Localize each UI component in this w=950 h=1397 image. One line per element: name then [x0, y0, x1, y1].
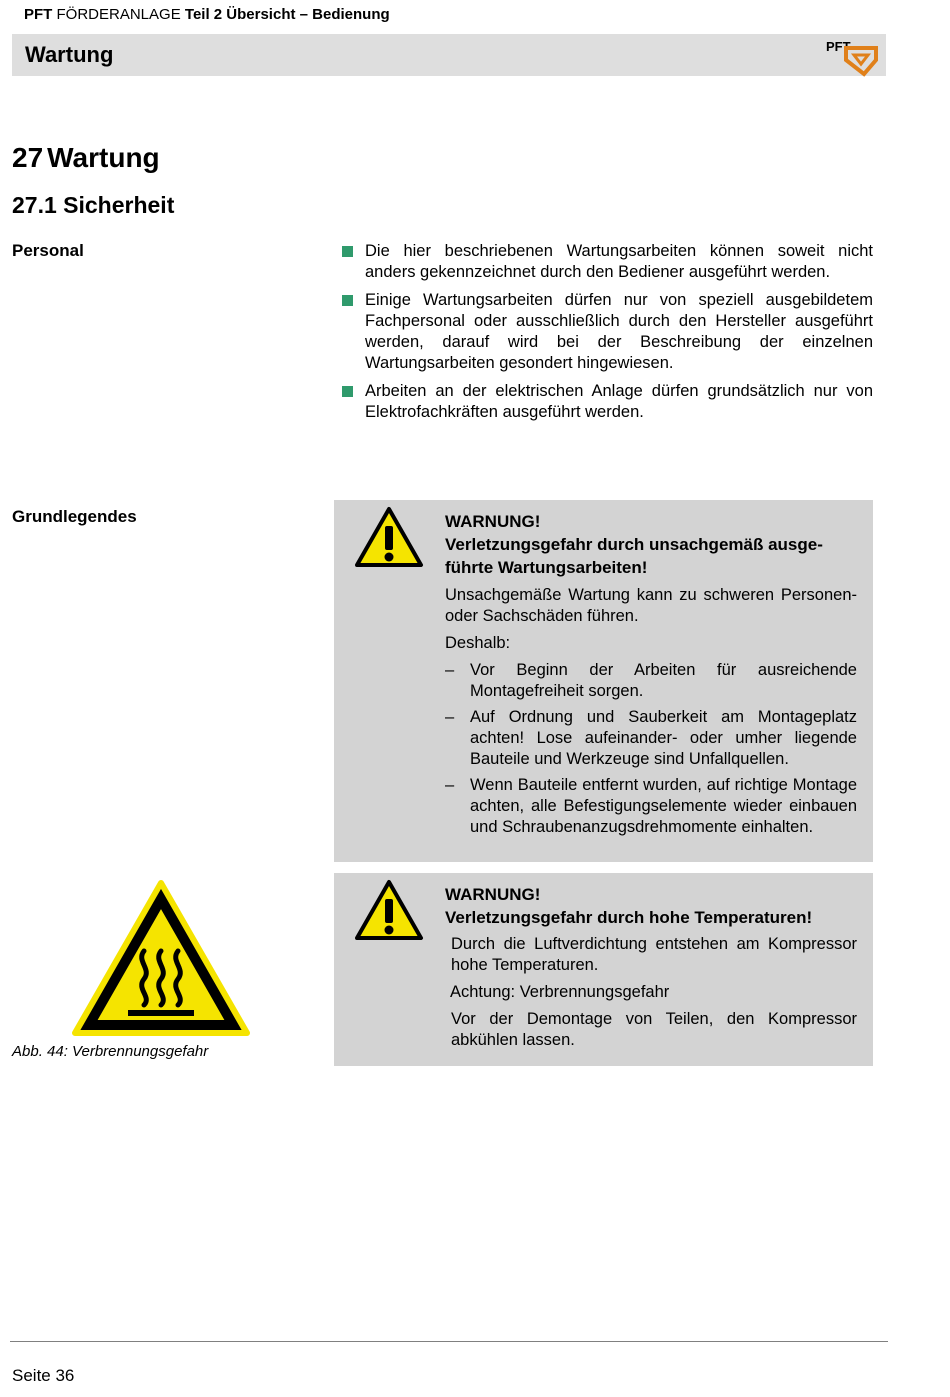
list-item: Einige Wartungsarbeiten dürfen nur von speziell ausgebildetem Fachpersonal oder ausschließlich durch den Hersteller ausgeführt werden, darauf wird bei der Beschreibung der einzelnen Wartungsarbeiten gesondert hingewiesen.	[340, 290, 873, 374]
warning-headline: Verletzungsgefahr durch hohe Temperaturen!	[445, 908, 813, 927]
personal-label: Personal	[12, 241, 84, 260]
hot-surface-sign-icon	[72, 879, 250, 1037]
pft-logo-icon	[824, 38, 880, 78]
header-product: FÖRDERANLAGE	[56, 6, 181, 23]
chapter-title: Wartung	[47, 142, 160, 173]
header-part: Teil 2 Übersicht – Bedienung	[184, 6, 390, 23]
subchapter-heading: 27.1 Sicherheit	[12, 192, 175, 218]
list-item: – Auf Ordnung und Sauberkeit am Montageplatz achten! Lose aufeinander- oder umher liegende Bauteile und Werkzeuge sind Unfallquellen.	[445, 708, 857, 768]
warning-box-temperature	[334, 873, 873, 1066]
square-bullet-icon	[342, 295, 353, 306]
warning-text: Unsachgemäße Wartung kann zu schweren Personen- oder Sachschäden führen.	[445, 586, 857, 625]
footer-divider	[10, 1341, 888, 1342]
header-brand: PFT	[24, 6, 53, 23]
warning-triangle-icon	[354, 879, 424, 941]
warning-lead: Deshalb:	[445, 634, 511, 652]
warning-signal-word: WARNUNG!	[445, 885, 541, 904]
chapter-heading	[12, 142, 160, 174]
section-title: Wartung	[25, 42, 114, 67]
warning-triangle-icon	[354, 506, 424, 568]
figure-caption: Abb. 44: Verbrennungsgefahr	[12, 1043, 209, 1060]
warning-text: Achtung: Verbrennungsgefahr	[450, 983, 670, 1001]
page-number: Seite 36	[12, 1366, 75, 1385]
list-item: – Vor Beginn der Arbeiten für ausreichende Montagefreiheit sorgen.	[445, 661, 857, 700]
list-item: Arbeiten an der elektrischen Anlage dürfen grundsätzlich nur von Elektrofachkräften ausgeführt werden.	[340, 381, 873, 423]
warning-signal-word: WARNUNG!	[445, 512, 541, 531]
square-bullet-icon	[342, 386, 353, 397]
square-bullet-icon	[342, 246, 353, 257]
warning-box-maintenance	[334, 500, 873, 862]
list-item: – Wenn Bauteile entfernt wurden, auf richtige Montage achten, alle Befestigungselemente wieder einbauen und Schraubenanzugsdrehmomente einhalten.	[445, 776, 857, 836]
warning-headline: Verletzungsgefahr durch unsachgemäß ausge-führte Wartungsarbeiten!	[445, 535, 823, 577]
warning-text: Vor der Demontage von Teilen, den Kompressor abkühlen lassen.	[451, 1010, 857, 1049]
warning-action-list	[445, 660, 857, 838]
list-item: Die hier beschriebenen Wartungsarbeiten können soweit nicht anders gekennzeichnet durch den Bediener ausgeführt werden.	[340, 241, 873, 283]
running-header	[24, 6, 390, 23]
section-bar	[12, 34, 886, 76]
grundlegendes-label: Grundlegendes	[12, 507, 137, 526]
logo-text: PFT	[826, 39, 851, 54]
chapter-number: 27	[12, 142, 44, 173]
personal-bullet-list	[340, 241, 873, 430]
warning-text: Durch die Luftverdichtung entstehen am Kompressor hohe Temperaturen.	[451, 935, 857, 974]
